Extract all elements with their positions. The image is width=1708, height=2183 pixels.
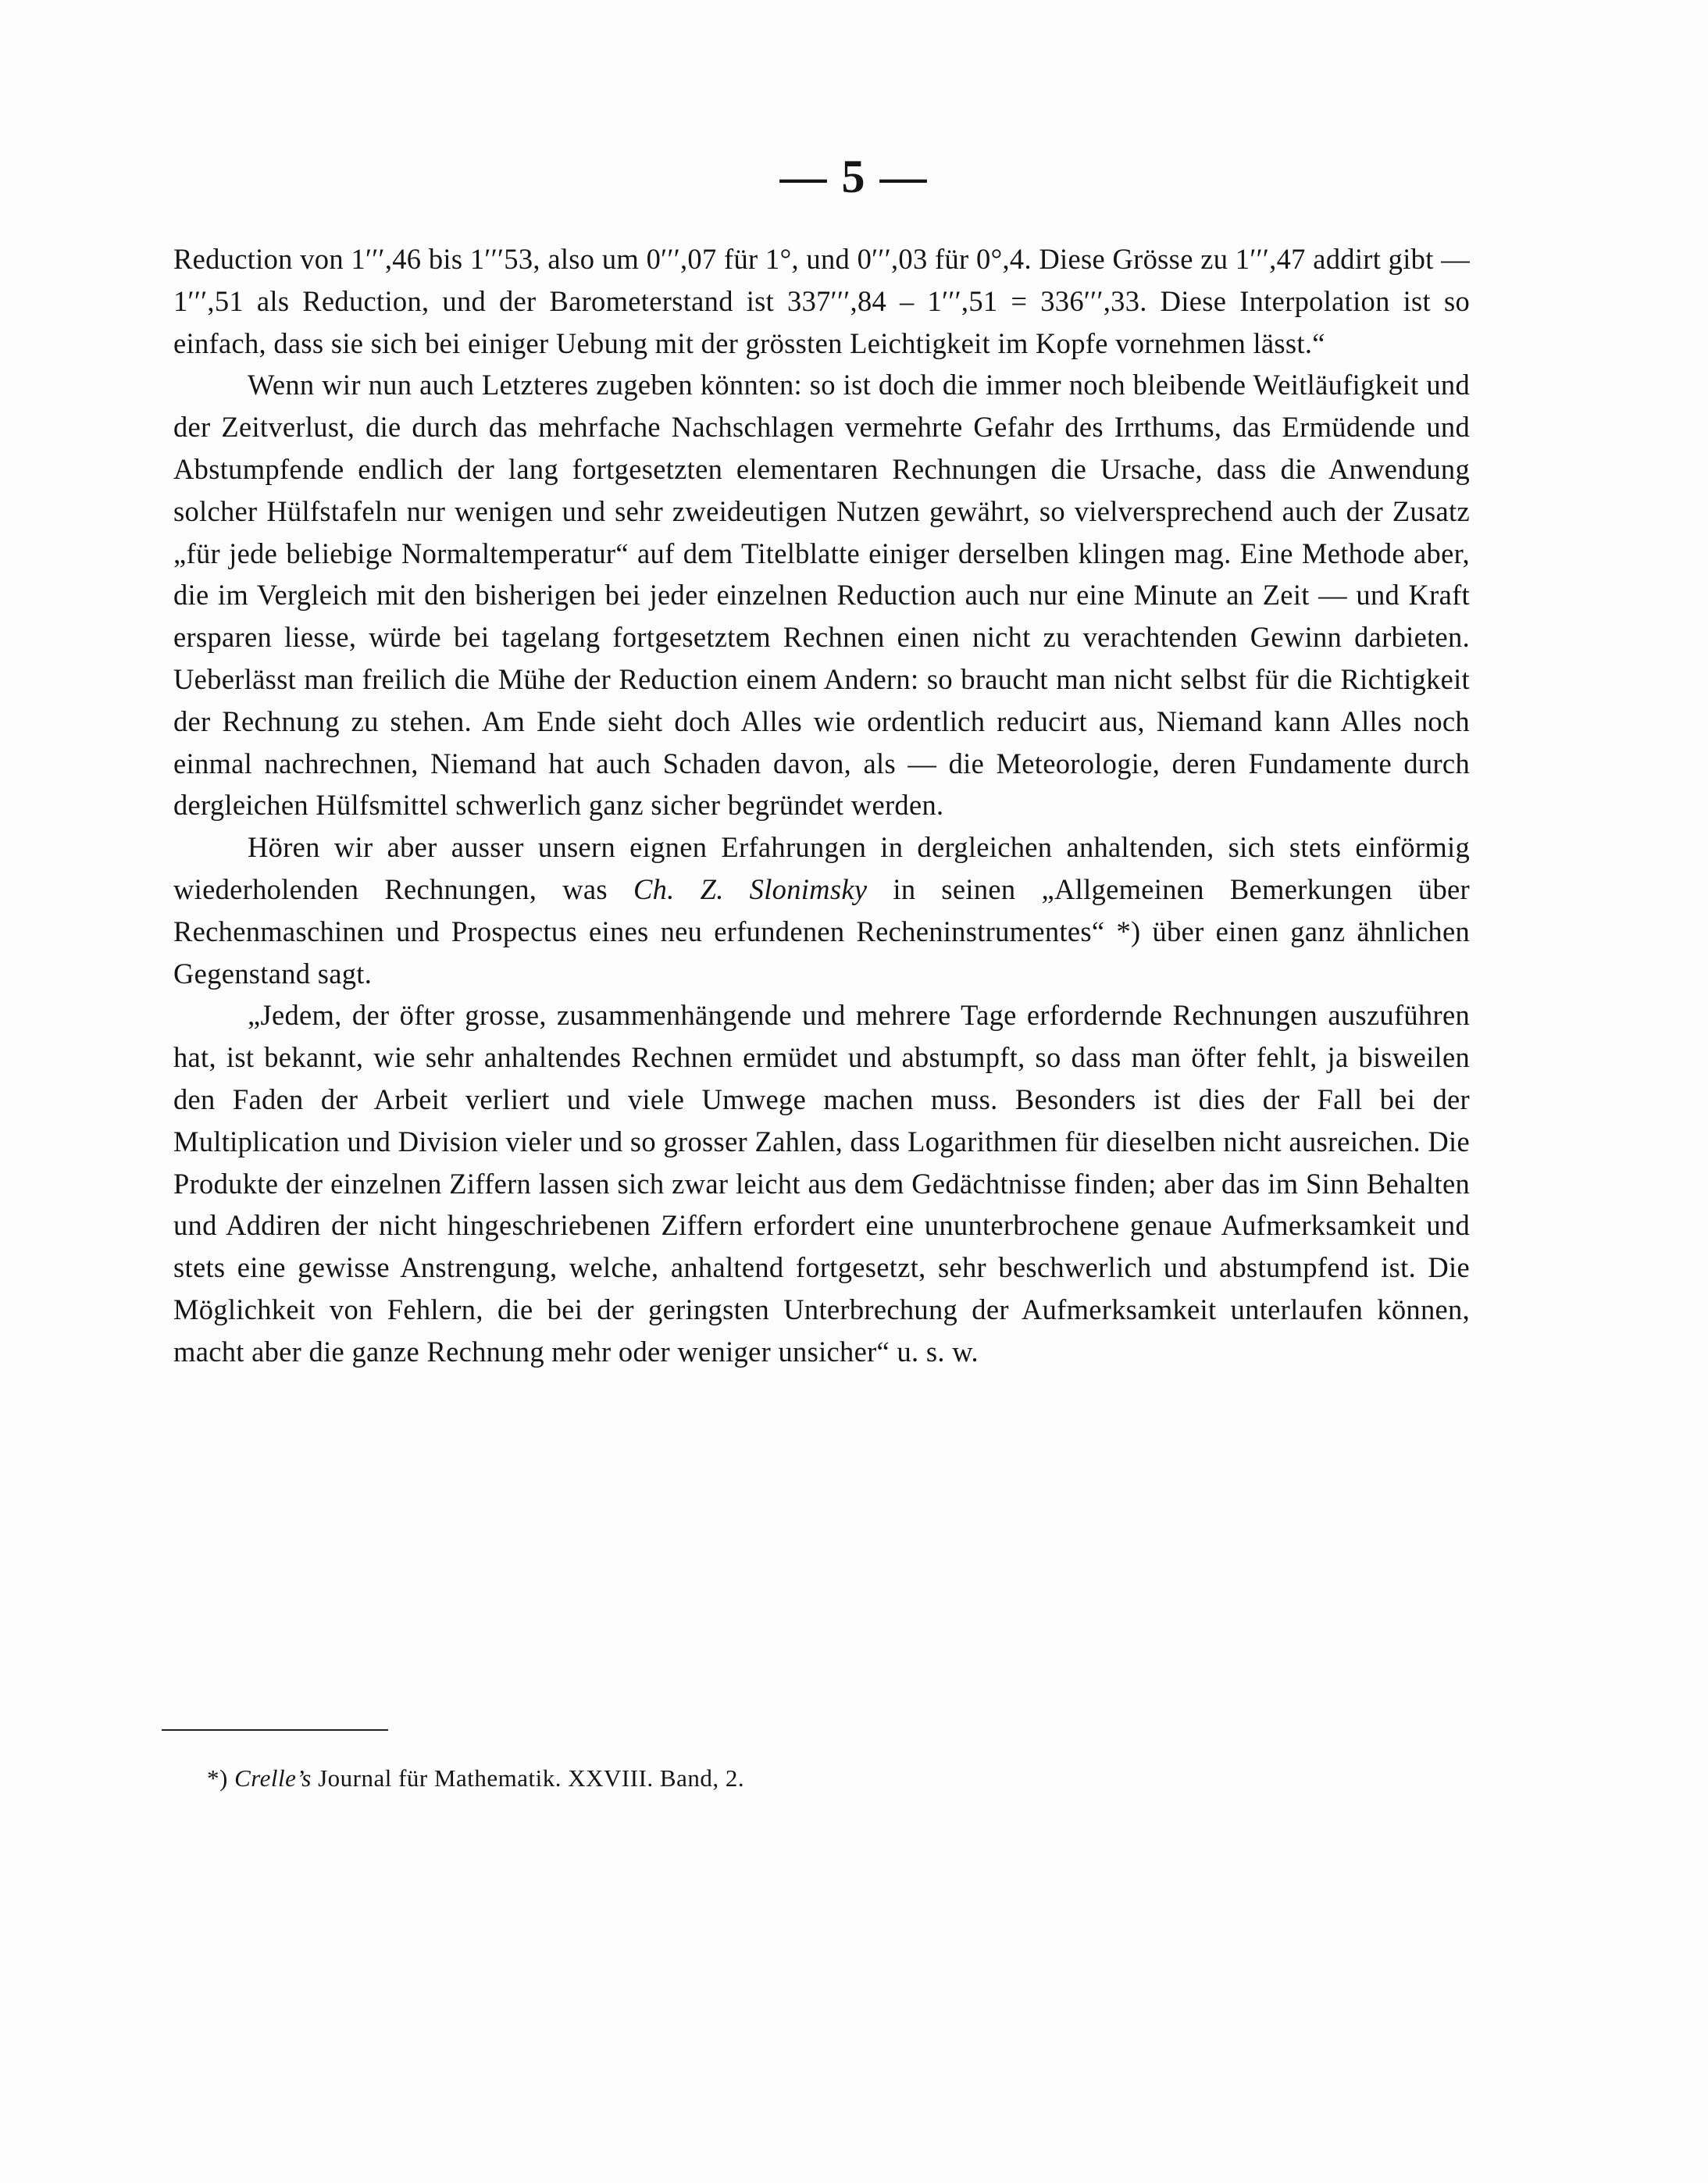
page-number: — 5 — (779, 151, 929, 202)
paragraph-1: Reduction von 1′′′,46 bis 1′′′53, also um 0′′′,07 für 1°, und 0′′′,03 für 0°,4. Diese Grösse zu 1′′′,47 addirt gibt — 1′′′,51 als Reduction, und der Barometerstand ist 337′′′,84 – 1′′′,51 = 336′′′,33. Diese Interpolation ist so einfach, dass sie sich bei einiger Uebung mit der grössten Leichtigkeit im Kopfe vornehmen lässt.“ (173, 243, 1470, 359)
footnote (207, 1761, 744, 1796)
footnote-marker: *) (207, 1764, 235, 1792)
paragraph-3-after: in seinen „Allgemeinen Bemerkungen über Rechenmaschinen und Prospectus eines neu erfundenen Recheninstrumentes“ *) über einen ganz ähnlichen Gegenstand sagt. (173, 872, 1470, 990)
paragraph-3 (173, 826, 1470, 994)
body-text (173, 238, 1470, 1373)
author-name: Ch. Z. Slonimsky (633, 872, 868, 905)
paragraph-3-before: Hören wir aber ausser unsern eignen Erfahrungen in dergleichen anhaltenden, sich stets einförmig wiederholenden Rechnungen, was (173, 831, 1470, 905)
footnote-author: Crelle’s (234, 1764, 312, 1792)
footnote-text: Journal für Mathematik. XXVIII. Band, 2. (311, 1764, 745, 1792)
paragraph-4: „Jedem, der öfter grosse, zusammenhängende und mehrere Tage erfordernde Rechnungen auszuführen hat, ist bekannt, wie sehr anhaltendes Rechnen ermüdet und abstumpft, so dass man öfter fehlt, ja bisweilen den Faden der Arbeit verliert und viele Umwege machen muss. Besonders ist dies der Fall bei der Multiplication und Division vieler und so grosser Zahlen, dass Logarithmen für dieselben nicht ausreichen. Die Produkte der einzelnen Ziffern lassen sich zwar leicht aus dem Gedächtnisse finden; aber das im Sinn Behalten und Addiren der nicht hingeschriebenen Ziffern erfordert eine ununterbrochene genaue Aufmerksamkeit und stets eine gewisse Anstrengung, welche, anhaltend fortgesetzt, sehr beschwerlich und abstumpfend ist. Die Möglichkeit von Fehlern, die bei der geringsten Unterbrechung der Aufmerksamkeit unterlaufen können, macht aber die ganze Rechnung mehr oder weniger unsicher“ u. s. w. (173, 999, 1470, 1368)
paragraph-2: Wenn wir nun auch Letzteres zugeben könnten: so ist doch die immer noch bleibende Weitläufigkeit und der Zeitverlust, die durch das mehrfache Nachschlagen vermehrte Gefahr des Irrthums, das Ermüdende und Abstumpfende endlich der lang fortgesetzten elementaren Rechnungen die Ursache, dass die Anwendung solcher Hülfstafeln nur wenigen und sehr zweideutigen Nutzen gewährt, so vielversprechend auch der Zusatz „für jede beliebige Normaltemperatur“ auf dem Titelblatte einiger derselben klingen mag. Eine Methode aber, die im Vergleich mit den bisherigen bei jeder einzelnen Reduction auch nur eine Minute an Zeit — und Kraft ersparen liesse, würde bei tagelang fortgesetztem Rechnen einen nicht zu verachtenden Gewinn darbieten. Ueberlässt man freilich die Mühe der Reduction einem Andern: so braucht man nicht selbst für die Richtigkeit der Rechnung zu stehen. Am Ende sieht doch Alles wie ordentlich reducirt aus, Niemand kann Alles noch einmal nachrechnen, Niemand hat auch Schaden davon, als — die Meteorologie, deren Fundamente durch dergleichen Hülfsmittel schwerlich ganz sicher begründet werden. (173, 369, 1470, 822)
footnote-divider (162, 1729, 388, 1731)
